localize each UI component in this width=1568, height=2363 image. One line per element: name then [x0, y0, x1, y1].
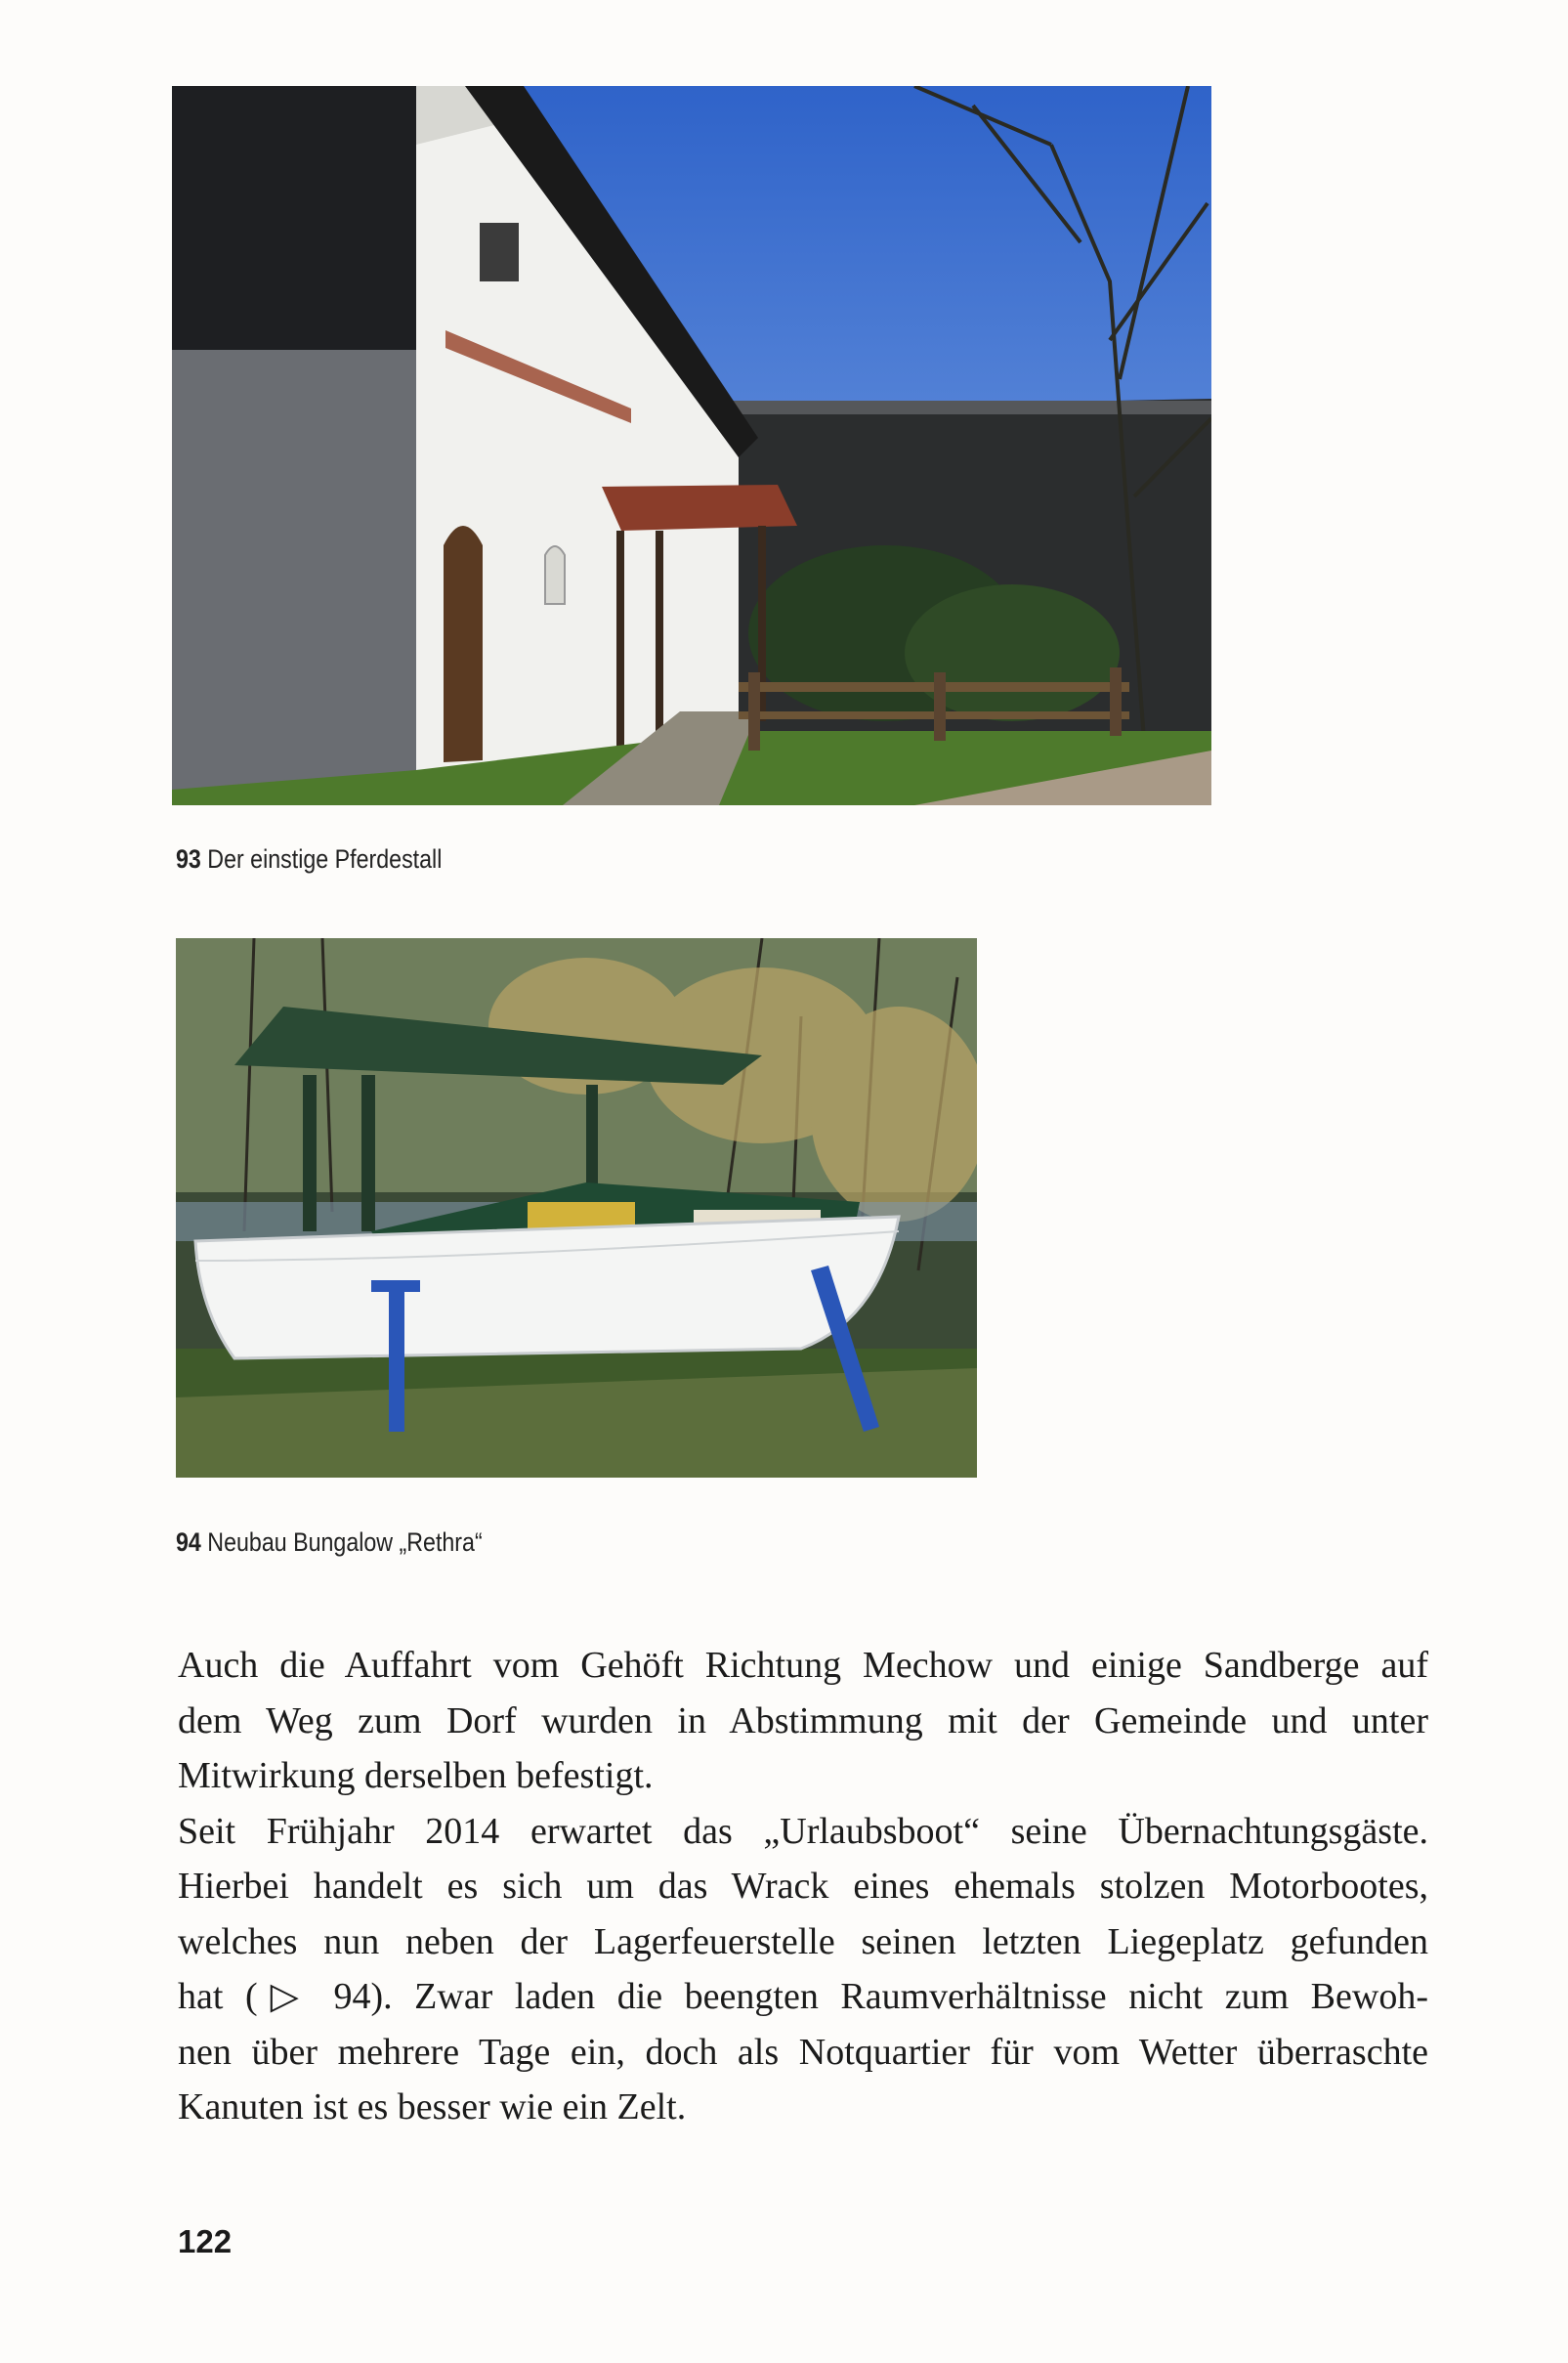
text-line: Hierbei handelt es sich um das Wrack eines ehemals stolzen Motorbootes,: [178, 1866, 1428, 1907]
text-line: dem Weg zum Dorf wurden in Abstimmung mit der Gemeinde und unter: [178, 1699, 1428, 1741]
photo-former-horse-stable: [172, 86, 1211, 805]
figure-caption-text: Der einstige Pferdestall: [207, 844, 443, 874]
text-line: Kanuten ist es besser wie ein Zelt.: [178, 2086, 687, 2127]
figure-number: 93: [176, 844, 201, 874]
figure-caption-text: Neubau Bungalow „Rethra“: [207, 1527, 483, 1557]
text-line: Auch die Auffahrt vom Gehöft Richtung Mechow und einige Sandberge auf: [178, 1645, 1428, 1686]
text-line: hat (▷ 94). Zwar laden die beengten Raumverhältnisse nicht zum Bewoh-: [178, 1976, 1428, 2017]
figure-caption-94: [176, 1527, 483, 1558]
body-paragraphs: [178, 1638, 1428, 2135]
text-line: welches nun neben der Lagerfeuerstelle seinen letzten Liegeplatz gefunden: [178, 1920, 1428, 1962]
text-line: Mitwirkung derselben befestigt.: [178, 1755, 654, 1796]
figure-caption-93: [176, 844, 442, 875]
figure-number: 94: [176, 1527, 201, 1557]
page-number: 122: [178, 2223, 233, 2259]
text-line: nen über mehrere Tage ein, doch als Notquartier für vom Wetter überraschte: [178, 2031, 1428, 2073]
text-line: Seit Frühjahr 2014 erwartet das „Urlaubsboot“ seine Übernachtungsgäste.: [178, 1810, 1428, 1852]
photo-boat-bungalow-rethra: [176, 938, 977, 1478]
